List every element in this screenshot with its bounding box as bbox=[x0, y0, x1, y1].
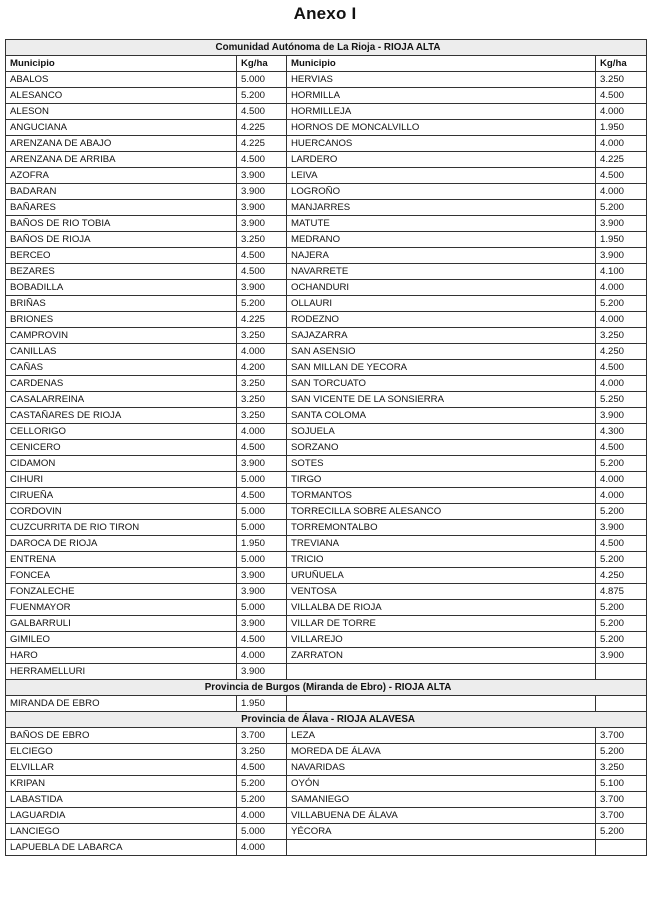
table-row bbox=[6, 536, 647, 552]
municipio-cell: SAN VICENTE DE LA SONSIERRA bbox=[287, 392, 596, 408]
table-row bbox=[6, 600, 647, 616]
table-row bbox=[6, 88, 647, 104]
kgha-cell: 3.900 bbox=[596, 408, 647, 424]
annex-title: Anexo I bbox=[293, 4, 357, 23]
kgha-cell: 1.950 bbox=[237, 696, 287, 712]
municipio-cell: YÉCORA bbox=[287, 824, 596, 840]
municipio-cell: GALBARRULI bbox=[6, 616, 237, 632]
municipio-cell: BRIONES bbox=[6, 312, 237, 328]
kgha-cell: 4.000 bbox=[596, 376, 647, 392]
municipio-cell: HORMILLA bbox=[287, 88, 596, 104]
municipio-cell: BERCEO bbox=[6, 248, 237, 264]
kgha-cell: 4.500 bbox=[596, 360, 647, 376]
municipio-cell: MANJARRES bbox=[287, 200, 596, 216]
kgha-cell: 5.200 bbox=[237, 776, 287, 792]
kgha-cell: 4.000 bbox=[596, 488, 647, 504]
municipio-cell: TIRGO bbox=[287, 472, 596, 488]
kgha-cell: 4.000 bbox=[596, 104, 647, 120]
table-row bbox=[6, 376, 647, 392]
table-row bbox=[6, 552, 647, 568]
kgha-cell: 3.250 bbox=[237, 744, 287, 760]
kgha-cell: 3.900 bbox=[237, 664, 287, 680]
municipio-cell: LAPUEBLA DE LABARCA bbox=[6, 840, 237, 856]
section-heading-row bbox=[6, 680, 647, 696]
kgha-cell: 1.950 bbox=[237, 536, 287, 552]
municipio-cell: ABALOS bbox=[6, 72, 237, 88]
municipio-cell: NAJERA bbox=[287, 248, 596, 264]
municipio-cell: CIRUEÑA bbox=[6, 488, 237, 504]
kgha-cell: 3.900 bbox=[237, 216, 287, 232]
table-row bbox=[6, 424, 647, 440]
table-row bbox=[6, 616, 647, 632]
table-row bbox=[6, 280, 647, 296]
municipio-cell: URUÑUELA bbox=[287, 568, 596, 584]
municipio-cell: VILLAR DE TORRE bbox=[287, 616, 596, 632]
municipio-cell: VILLAREJO bbox=[287, 632, 596, 648]
kgha-cell: 4.250 bbox=[596, 568, 647, 584]
kgha-cell: 4.000 bbox=[596, 136, 647, 152]
municipio-cell: HERRAMELLURI bbox=[6, 664, 237, 680]
municipio-cell: KRIPAN bbox=[6, 776, 237, 792]
kgha-cell: 4.100 bbox=[596, 264, 647, 280]
municipio-cell: LOGROÑO bbox=[287, 184, 596, 200]
table-row bbox=[6, 216, 647, 232]
municipio-cell: CASTAÑARES DE RIOJA bbox=[6, 408, 237, 424]
section-heading-row bbox=[6, 40, 647, 56]
municipio-cell: OYÓN bbox=[287, 776, 596, 792]
municipio-cell: GIMILEO bbox=[6, 632, 237, 648]
kgha-cell: 4.500 bbox=[237, 760, 287, 776]
municipio-cell: CASALARREINA bbox=[6, 392, 237, 408]
municipio-cell bbox=[287, 664, 596, 680]
kgha-cell: 4.225 bbox=[237, 136, 287, 152]
kgha-cell: 4.225 bbox=[237, 120, 287, 136]
table-row bbox=[6, 312, 647, 328]
municipio-cell: CAÑAS bbox=[6, 360, 237, 376]
table-body bbox=[6, 40, 647, 856]
municipality-yield-table bbox=[5, 39, 647, 856]
kgha-cell: 4.500 bbox=[237, 104, 287, 120]
municipio-cell: VILLABUENA DE ÁLAVA bbox=[287, 808, 596, 824]
municipio-cell: VENTOSA bbox=[287, 584, 596, 600]
kgha-cell: 3.900 bbox=[237, 280, 287, 296]
kgha-cell: 5.200 bbox=[596, 552, 647, 568]
municipio-cell: OLLAURI bbox=[287, 296, 596, 312]
kgha-cell: 3.250 bbox=[596, 72, 647, 88]
municipio-cell: LEIVA bbox=[287, 168, 596, 184]
municipio-cell: CENICERO bbox=[6, 440, 237, 456]
municipio-cell: TORREMONTALBO bbox=[287, 520, 596, 536]
kgha-cell: 4.500 bbox=[237, 632, 287, 648]
municipio-cell: CORDOVIN bbox=[6, 504, 237, 520]
table-row bbox=[6, 440, 647, 456]
municipio-cell: MATUTE bbox=[287, 216, 596, 232]
table-row bbox=[6, 696, 647, 712]
municipio-cell: LABASTIDA bbox=[6, 792, 237, 808]
table-row bbox=[6, 104, 647, 120]
kgha-cell: 3.900 bbox=[237, 456, 287, 472]
table-row bbox=[6, 264, 647, 280]
municipio-cell: HERVIAS bbox=[287, 72, 596, 88]
table-row bbox=[6, 760, 647, 776]
kgha-cell: 5.200 bbox=[237, 88, 287, 104]
table-row bbox=[6, 360, 647, 376]
table-row bbox=[6, 200, 647, 216]
kgha-cell: 3.700 bbox=[596, 808, 647, 824]
kgha-cell bbox=[596, 840, 647, 856]
table-row bbox=[6, 840, 647, 856]
kgha-cell: 4.000 bbox=[237, 344, 287, 360]
municipio-cell: OCHANDURI bbox=[287, 280, 596, 296]
municipio-cell: ALESANCO bbox=[6, 88, 237, 104]
kgha-cell: 4.500 bbox=[596, 440, 647, 456]
table-row bbox=[6, 776, 647, 792]
table-row bbox=[6, 232, 647, 248]
municipio-cell: ZARRATON bbox=[287, 648, 596, 664]
municipio-cell: MEDRANO bbox=[287, 232, 596, 248]
municipio-cell: MOREDA DE ÁLAVA bbox=[287, 744, 596, 760]
municipio-cell: CELLORIGO bbox=[6, 424, 237, 440]
municipio-cell: CUZCURRITA DE RIO TIRON bbox=[6, 520, 237, 536]
municipio-cell: BAÑOS DE EBRO bbox=[6, 728, 237, 744]
kgha-cell: 3.250 bbox=[237, 392, 287, 408]
table-row bbox=[6, 328, 647, 344]
municipio-cell bbox=[287, 840, 596, 856]
municipio-cell: CAMPROVIN bbox=[6, 328, 237, 344]
kgha-cell: 3.900 bbox=[596, 648, 647, 664]
table-row bbox=[6, 584, 647, 600]
kgha-cell: 3.250 bbox=[237, 328, 287, 344]
municipio-cell: BAÑOS DE RIOJA bbox=[6, 232, 237, 248]
kgha-cell: 4.000 bbox=[596, 312, 647, 328]
municipio-cell: SAMANIEGO bbox=[287, 792, 596, 808]
kgha-cell: 5.200 bbox=[596, 456, 647, 472]
municipio-cell: SAN ASENSIO bbox=[287, 344, 596, 360]
kgha-cell: 3.700 bbox=[596, 728, 647, 744]
kgha-cell: 5.100 bbox=[596, 776, 647, 792]
municipio-cell: FUENMAYOR bbox=[6, 600, 237, 616]
table-row bbox=[6, 504, 647, 520]
kgha-cell: 3.250 bbox=[596, 328, 647, 344]
kgha-cell: 3.900 bbox=[596, 216, 647, 232]
kgha-cell: 4.875 bbox=[596, 584, 647, 600]
municipio-cell: VILLALBA DE RIOJA bbox=[287, 600, 596, 616]
municipio-cell: BOBADILLA bbox=[6, 280, 237, 296]
kgha-cell: 5.200 bbox=[596, 504, 647, 520]
kgha-cell: 3.900 bbox=[237, 584, 287, 600]
municipio-cell: DAROCA DE RIOJA bbox=[6, 536, 237, 552]
municipio-cell bbox=[287, 696, 596, 712]
section-heading-row bbox=[6, 712, 647, 728]
municipio-cell: LARDERO bbox=[287, 152, 596, 168]
table-row bbox=[6, 184, 647, 200]
kgha-cell: 5.000 bbox=[237, 72, 287, 88]
kgha-cell: 4.500 bbox=[237, 152, 287, 168]
municipio-cell: SAN MILLAN DE YECORA bbox=[287, 360, 596, 376]
kgha-cell bbox=[596, 696, 647, 712]
kgha-cell: 5.000 bbox=[237, 472, 287, 488]
kgha-cell: 5.000 bbox=[237, 504, 287, 520]
table-row bbox=[6, 296, 647, 312]
table-row bbox=[6, 136, 647, 152]
municipio-cell: ARENZANA DE ARRIBA bbox=[6, 152, 237, 168]
municipio-cell: ARENZANA DE ABAJO bbox=[6, 136, 237, 152]
municipio-cell: BADARAN bbox=[6, 184, 237, 200]
municipio-cell: FONCEA bbox=[6, 568, 237, 584]
municipio-cell: SANTA COLOMA bbox=[287, 408, 596, 424]
section-heading: Comunidad Autónoma de La Rioja - RIOJA ALTA bbox=[6, 40, 647, 56]
municipio-cell: AZOFRA bbox=[6, 168, 237, 184]
kgha-cell: 5.200 bbox=[237, 792, 287, 808]
municipio-cell: SOTES bbox=[287, 456, 596, 472]
municipio-cell: LAGUARDIA bbox=[6, 808, 237, 824]
municipio-cell: HORMILLEJA bbox=[287, 104, 596, 120]
kgha-cell: 5.200 bbox=[596, 600, 647, 616]
kgha-cell: 5.200 bbox=[596, 632, 647, 648]
kgha-cell: 5.000 bbox=[237, 824, 287, 840]
municipio-cell: ELCIEGO bbox=[6, 744, 237, 760]
municipio-cell: HUERCANOS bbox=[287, 136, 596, 152]
kgha-cell: 4.500 bbox=[596, 168, 647, 184]
kgha-cell: 4.000 bbox=[237, 424, 287, 440]
municipio-cell: HARO bbox=[6, 648, 237, 664]
section-heading: Provincia de Burgos (Miranda de Ebro) - RIOJA ALTA bbox=[6, 680, 647, 696]
kgha-cell: 3.250 bbox=[237, 232, 287, 248]
kgha-cell: 5.200 bbox=[596, 296, 647, 312]
municipio-cell: TORMANTOS bbox=[287, 488, 596, 504]
kgha-cell: 4.200 bbox=[237, 360, 287, 376]
kgha-cell: 5.000 bbox=[237, 552, 287, 568]
column-header-municipio: Municipio bbox=[6, 56, 237, 72]
table-row bbox=[6, 648, 647, 664]
kgha-cell: 5.200 bbox=[596, 744, 647, 760]
table-row bbox=[6, 728, 647, 744]
kgha-cell: 3.250 bbox=[237, 408, 287, 424]
table-row bbox=[6, 792, 647, 808]
table-row bbox=[6, 72, 647, 88]
kgha-cell: 4.000 bbox=[596, 184, 647, 200]
kgha-cell: 4.500 bbox=[237, 264, 287, 280]
column-header-row bbox=[6, 56, 647, 72]
column-header-municipio: Municipio bbox=[287, 56, 596, 72]
municipio-cell: ENTRENA bbox=[6, 552, 237, 568]
table-row bbox=[6, 392, 647, 408]
kgha-cell: 5.200 bbox=[596, 200, 647, 216]
municipio-cell: CARDENAS bbox=[6, 376, 237, 392]
municipio-cell: ANGUCIANA bbox=[6, 120, 237, 136]
municipio-cell: SAN TORCUATO bbox=[287, 376, 596, 392]
table-row bbox=[6, 408, 647, 424]
kgha-cell: 1.950 bbox=[596, 120, 647, 136]
table-row bbox=[6, 520, 647, 536]
table-row bbox=[6, 488, 647, 504]
kgha-cell: 3.900 bbox=[237, 568, 287, 584]
kgha-cell: 4.500 bbox=[596, 536, 647, 552]
kgha-cell: 5.000 bbox=[237, 520, 287, 536]
municipio-cell: HORNOS DE MONCALVILLO bbox=[287, 120, 596, 136]
kgha-cell: 4.000 bbox=[237, 840, 287, 856]
table-row bbox=[6, 168, 647, 184]
table-row bbox=[6, 744, 647, 760]
kgha-cell: 4.500 bbox=[596, 88, 647, 104]
column-header-kgha: Kg/ha bbox=[596, 56, 647, 72]
kgha-cell: 3.250 bbox=[237, 376, 287, 392]
kgha-cell: 4.500 bbox=[237, 488, 287, 504]
municipio-cell: SAJAZARRA bbox=[287, 328, 596, 344]
kgha-cell: 3.900 bbox=[596, 520, 647, 536]
municipio-cell: TORRECILLA SOBRE ALESANCO bbox=[287, 504, 596, 520]
table-row bbox=[6, 632, 647, 648]
kgha-cell: 3.250 bbox=[596, 760, 647, 776]
kgha-cell: 5.200 bbox=[237, 296, 287, 312]
kgha-cell: 4.500 bbox=[237, 440, 287, 456]
table-row bbox=[6, 456, 647, 472]
kgha-cell: 3.700 bbox=[237, 728, 287, 744]
municipio-cell: ALESON bbox=[6, 104, 237, 120]
table-row bbox=[6, 248, 647, 264]
municipio-cell: BAÑOS DE RIO TOBIA bbox=[6, 216, 237, 232]
kgha-cell: 1.950 bbox=[596, 232, 647, 248]
municipio-cell: LANCIEGO bbox=[6, 824, 237, 840]
municipio-cell: CANILLAS bbox=[6, 344, 237, 360]
kgha-cell: 5.200 bbox=[596, 824, 647, 840]
municipio-cell: CIHURI bbox=[6, 472, 237, 488]
kgha-cell: 5.000 bbox=[237, 600, 287, 616]
column-header-kgha: Kg/ha bbox=[237, 56, 287, 72]
table-row bbox=[6, 664, 647, 680]
kgha-cell: 4.300 bbox=[596, 424, 647, 440]
table-row bbox=[6, 808, 647, 824]
municipio-cell: TRICIO bbox=[287, 552, 596, 568]
kgha-cell: 3.900 bbox=[237, 200, 287, 216]
kgha-cell: 4.000 bbox=[237, 808, 287, 824]
municipio-cell: BRIÑAS bbox=[6, 296, 237, 312]
kgha-cell: 3.700 bbox=[596, 792, 647, 808]
kgha-cell: 3.900 bbox=[237, 168, 287, 184]
kgha-cell: 3.900 bbox=[237, 616, 287, 632]
table-row bbox=[6, 824, 647, 840]
municipio-cell: MIRANDA DE EBRO bbox=[6, 696, 237, 712]
table-row bbox=[6, 344, 647, 360]
municipio-cell: FONZALECHE bbox=[6, 584, 237, 600]
kgha-cell: 3.900 bbox=[596, 248, 647, 264]
kgha-cell: 4.225 bbox=[237, 312, 287, 328]
kgha-cell: 4.000 bbox=[596, 280, 647, 296]
kgha-cell: 4.000 bbox=[596, 472, 647, 488]
table-row bbox=[6, 568, 647, 584]
municipio-cell: TREVIANA bbox=[287, 536, 596, 552]
municipio-cell: RODEZNO bbox=[287, 312, 596, 328]
table-row bbox=[6, 152, 647, 168]
municipio-cell: CIDAMON bbox=[6, 456, 237, 472]
municipio-cell: ELVILLAR bbox=[6, 760, 237, 776]
kgha-cell: 4.225 bbox=[596, 152, 647, 168]
municipio-cell: SORZANO bbox=[287, 440, 596, 456]
municipio-cell: SOJUELA bbox=[287, 424, 596, 440]
municipio-cell: BEZARES bbox=[6, 264, 237, 280]
municipio-cell: NAVARRETE bbox=[287, 264, 596, 280]
table-row bbox=[6, 120, 647, 136]
kgha-cell: 3.900 bbox=[237, 184, 287, 200]
kgha-cell: 4.250 bbox=[596, 344, 647, 360]
kgha-cell: 5.200 bbox=[596, 616, 647, 632]
section-heading: Provincia de Álava - RIOJA ALAVESA bbox=[6, 712, 647, 728]
kgha-cell: 5.250 bbox=[596, 392, 647, 408]
kgha-cell bbox=[596, 664, 647, 680]
municipio-cell: LEZA bbox=[287, 728, 596, 744]
table-row bbox=[6, 472, 647, 488]
municipio-cell: BAÑARES bbox=[6, 200, 237, 216]
municipio-cell: NAVARIDAS bbox=[287, 760, 596, 776]
kgha-cell: 4.000 bbox=[237, 648, 287, 664]
kgha-cell: 4.500 bbox=[237, 248, 287, 264]
